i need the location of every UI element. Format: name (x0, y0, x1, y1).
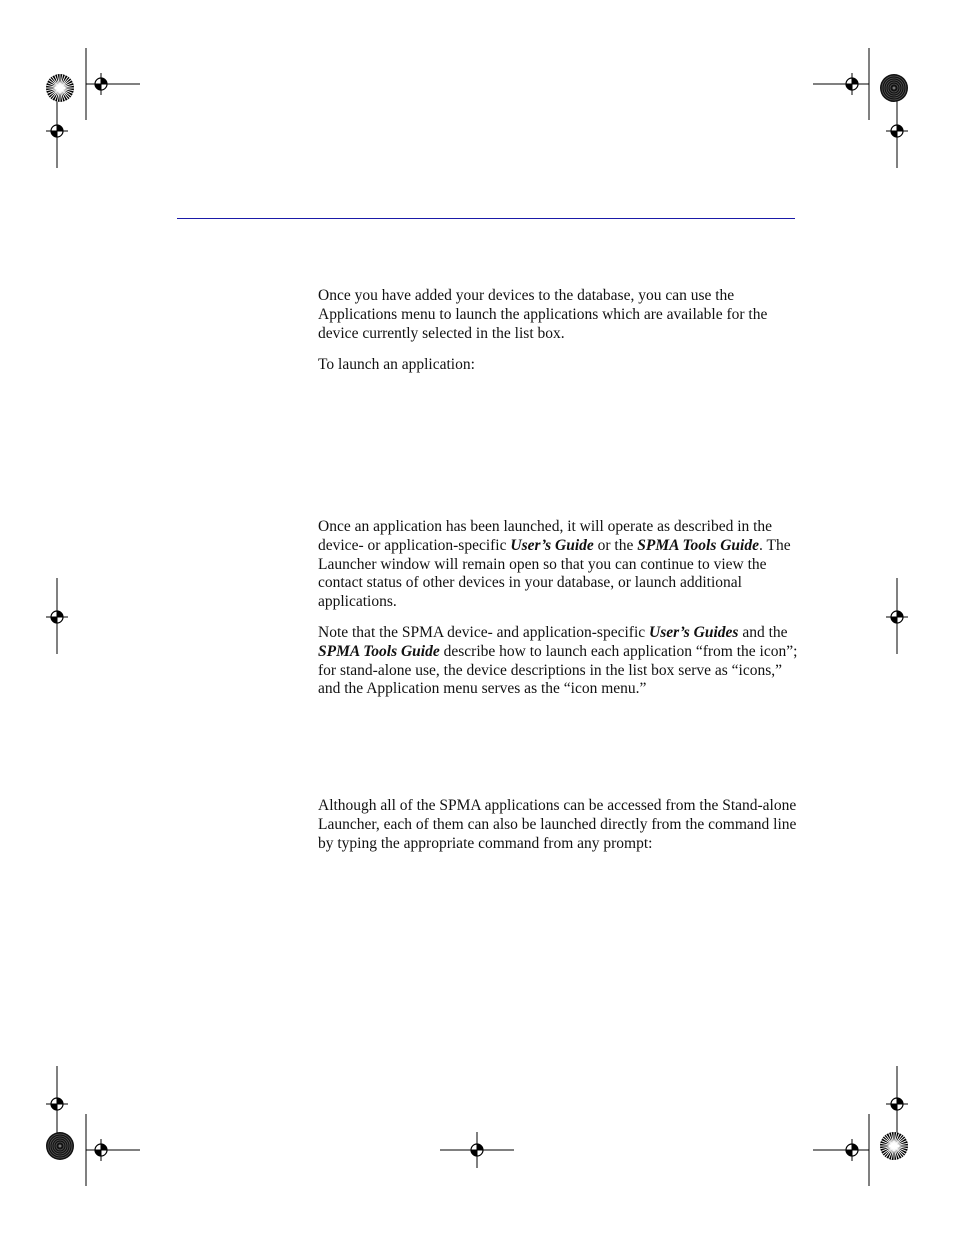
text-run: or the (593, 536, 638, 554)
body-paragraph-command-line: Although all of the SPMA applications can be accessed from the Stand-alone Launcher, each of them can also be launched directly from the command line by typing the appropriate command from any prompt: (318, 797, 797, 852)
body-paragraph-applications-menu: Once you have added your devices to the database, you can use the Applications menu to launch the applications which are available for the device currently selected in the list box. (318, 287, 768, 342)
registration-mark-icon (466, 1139, 488, 1161)
starburst-target-icon (880, 1132, 908, 1160)
text-run: Once an application has been launched, it will operate as described in the device- or application-specific (318, 518, 773, 554)
guide-title-users-guide: User’s Guide (510, 536, 594, 554)
body-paragraph-launch-intro: To launch an application: (318, 356, 475, 373)
registration-mark-icon (90, 1139, 112, 1161)
body-paragraph-after-launch (318, 518, 798, 612)
concentric-target-icon (46, 1132, 74, 1160)
registration-mark-icon (886, 606, 908, 628)
registration-mark-icon (886, 120, 908, 142)
text-run: describe how to launch each application “from the icon”; for stand-alone use, the device descriptions in the list box serve as “icons,” and the Application menu serves as the “icon menu.” (318, 642, 798, 698)
text-run: . The Launcher window will remain open so that you can continue to view the contact status of other devices in your database, or launch additional applications. (318, 536, 791, 611)
concentric-target-icon (880, 74, 908, 102)
registration-mark-icon (46, 120, 68, 142)
registration-mark-icon (46, 606, 68, 628)
header-rule (177, 218, 795, 219)
guide-title-users-guides: User’s Guides (649, 624, 739, 641)
registration-mark-icon (90, 73, 112, 95)
registration-mark-icon (841, 1139, 863, 1161)
registration-mark-icon (841, 73, 863, 95)
guide-title-spma-tools-guide: SPMA Tools Guide (318, 642, 440, 660)
text-run: Note that the SPMA device- and application-specific (318, 624, 650, 641)
body-paragraph-note (318, 624, 798, 699)
registration-mark-icon (46, 1093, 68, 1115)
text-run: and the (738, 624, 788, 641)
guide-title-spma-tools-guide: SPMA Tools Guide (637, 536, 759, 554)
registration-mark-icon (886, 1093, 908, 1115)
starburst-target-icon (46, 74, 74, 102)
